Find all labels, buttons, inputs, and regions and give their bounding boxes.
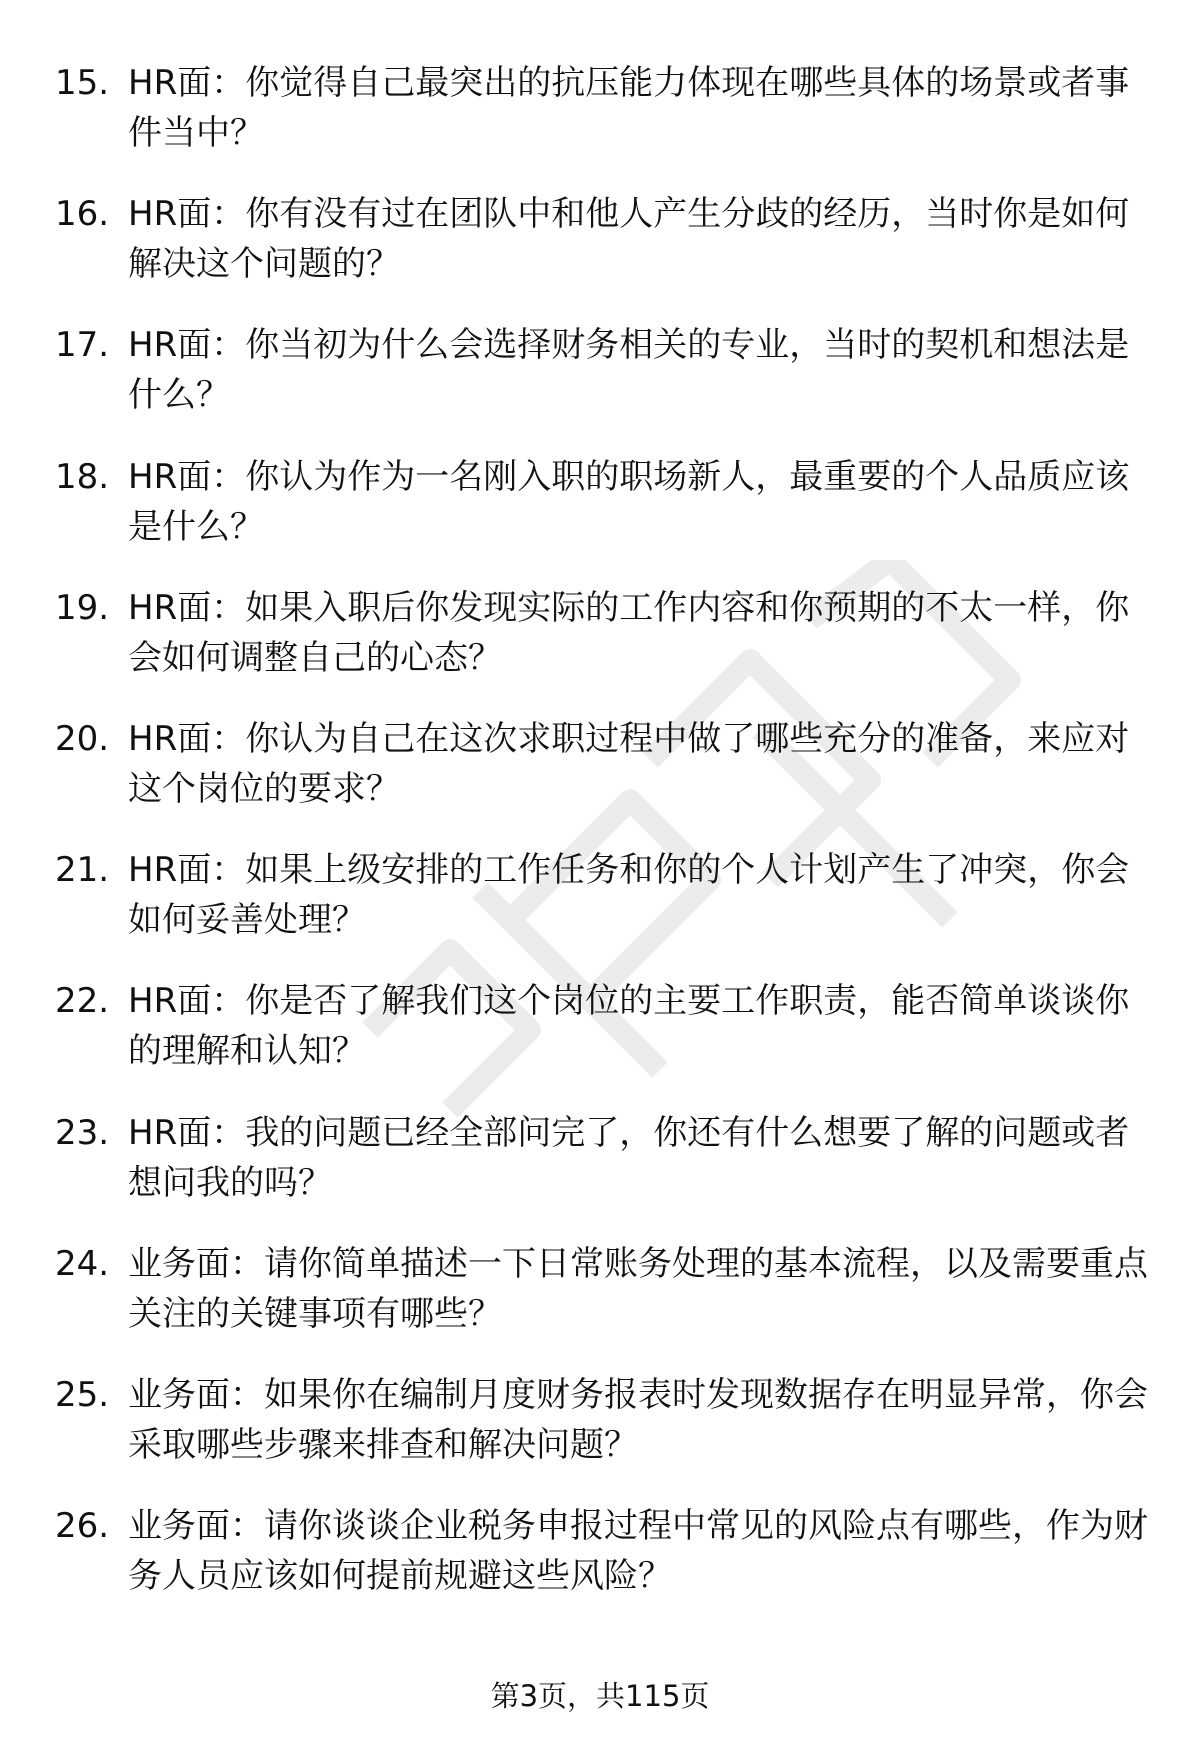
- question-item: [0, 714, 1200, 845]
- question-text: HR面：我的问题已经全部问完了，你还有什么想要了解的问题或者想问我的吗？: [128, 1112, 1130, 1203]
- question-text: 业务面：请你谈谈企业税务申报过程中常见的风险点有哪些，作为财务人员应该如何提前规避这些风险？: [128, 1506, 1148, 1597]
- question-item: [0, 1108, 1200, 1239]
- question-number: 16.: [55, 194, 110, 235]
- question-text: HR面：你有没有过在团队中和他人产生分歧的经历，当时你是如何解决这个问题的？: [128, 194, 1130, 285]
- question-item: [0, 452, 1200, 583]
- question-item: [0, 1501, 1200, 1632]
- question-number: 21.: [55, 850, 110, 891]
- question-number: 18.: [55, 456, 110, 497]
- question-number: 19.: [55, 587, 110, 628]
- question-item: [0, 976, 1200, 1107]
- question-number: 24.: [55, 1243, 110, 1284]
- question-item: [0, 1370, 1200, 1501]
- question-number: 17.: [55, 325, 110, 366]
- page-number-footer: 第3页，共115页: [490, 1679, 710, 1713]
- question-item: [0, 320, 1200, 451]
- question-text: HR面：如果入职后你发现实际的工作内容和你预期的不太一样，你会如何调整自己的心态？: [128, 587, 1130, 678]
- question-number: 22.: [55, 981, 110, 1022]
- question-item: [0, 189, 1200, 320]
- question-text: 业务面：请你简单描述一下日常账务处理的基本流程，以及需要重点关注的关键事项有哪些？: [128, 1243, 1148, 1334]
- question-item: [0, 58, 1200, 189]
- question-text: HR面：你认为自己在这次求职过程中做了哪些充分的准备，来应对这个岗位的要求？: [128, 718, 1130, 809]
- question-item: [0, 845, 1200, 976]
- question-list: [0, 58, 1200, 1632]
- question-number: 15.: [55, 63, 110, 103]
- question-number: 25.: [55, 1374, 110, 1415]
- question-text: HR面：你是否了解我们这个岗位的主要工作职责，能否简单谈谈你的理解和认知？: [128, 981, 1130, 1072]
- question-number: 26.: [55, 1506, 110, 1547]
- question-item: [0, 583, 1200, 714]
- question-number: 23.: [55, 1112, 110, 1153]
- question-number: 20.: [55, 718, 110, 759]
- question-text: HR面：如果上级安排的工作任务和你的个人计划产生了冲突，你会如何妥善处理？: [128, 850, 1130, 941]
- question-text: 业务面：如果你在编制月度财务报表时发现数据存在明显异常，你会采取哪些步骤来排查和解决问题？: [128, 1374, 1148, 1465]
- question-text: HR面：你认为作为一名刚入职的职场新人，最重要的个人品质应该是什么？: [128, 456, 1130, 547]
- question-text: HR面：你觉得自己最突出的抗压能力体现在哪些具体的场景或者事件当中？: [128, 63, 1130, 153]
- question-text: HR面：你当初为什么会选择财务相关的专业，当时的契机和想法是什么？: [128, 325, 1130, 416]
- question-item: [0, 1239, 1200, 1370]
